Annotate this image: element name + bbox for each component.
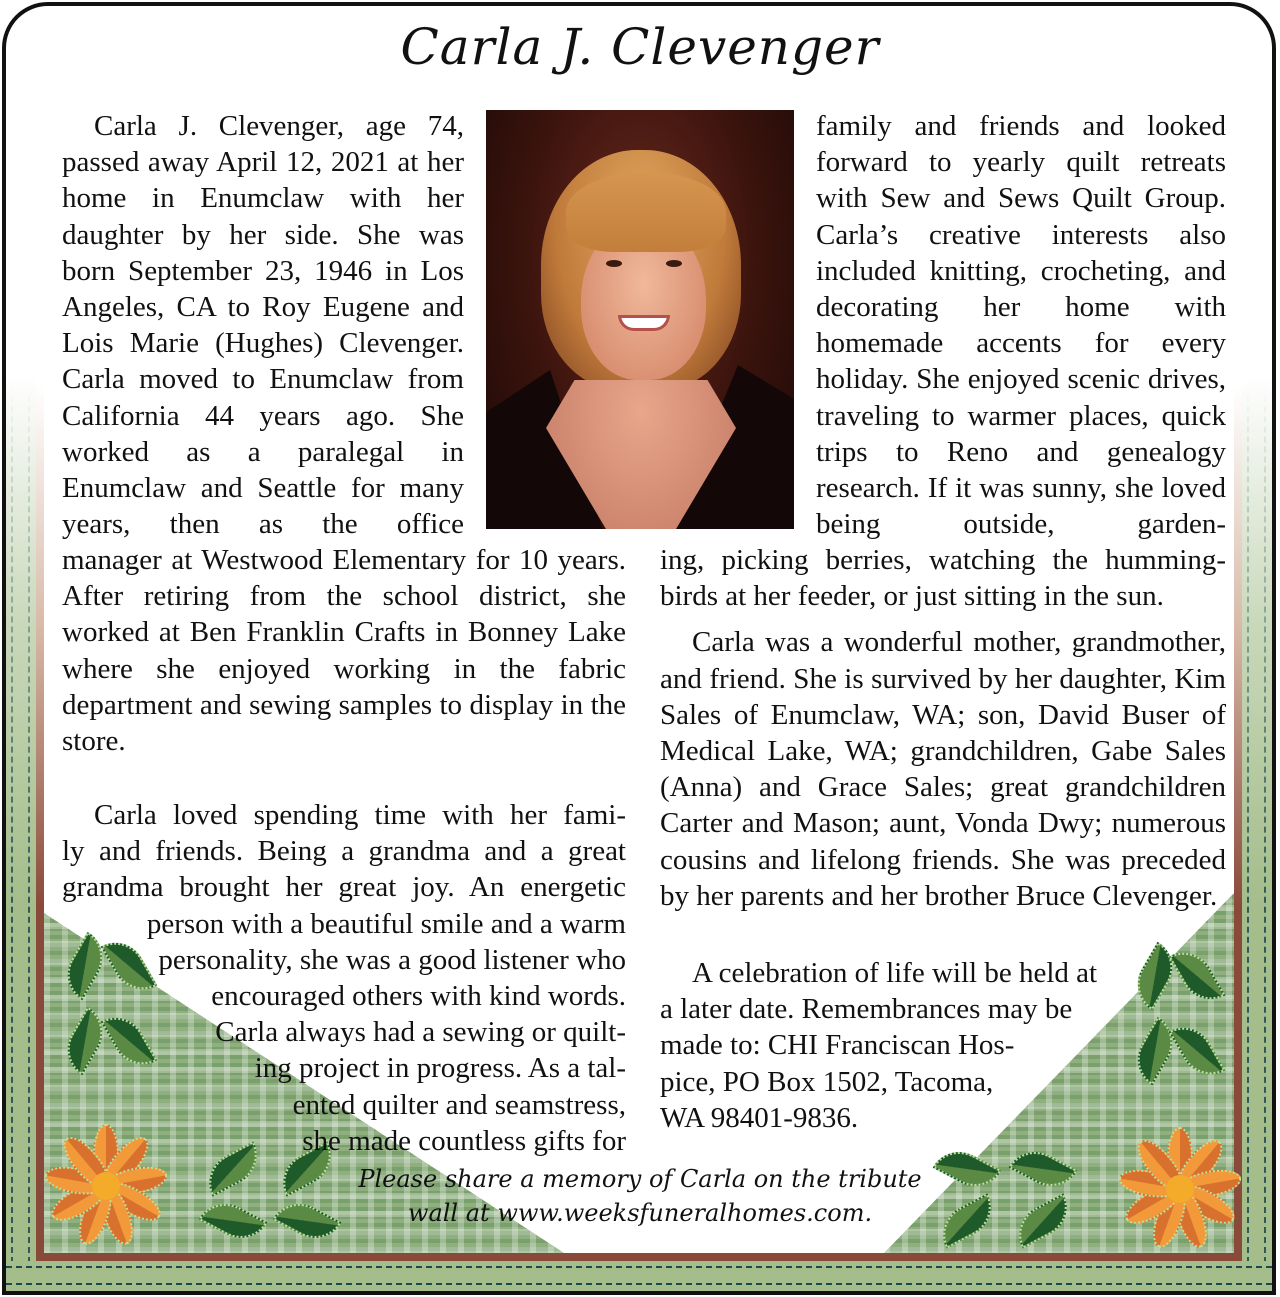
text-line: a later date. Remembrances may be (660, 993, 1073, 1026)
text-line: she made countless gifts for (302, 1124, 626, 1157)
text-line: pice, PO Box 1502, Tacoma, (660, 1065, 994, 1098)
text-line: A celebration of life will be held at (692, 957, 1098, 989)
text-line: person with a beautiful smile and a warm (146, 907, 626, 940)
left-column-top (62, 108, 464, 542)
left-brown-stripe (36, 6, 44, 1262)
obituary-paragraph-2-cont: family and friends and looked forward to yearly quilt retreats with Sew and Sews Quilt Group. Carla’s creative interests also included knitting, crocheting, and decorating her home with homemade accents for every holiday. She enjoyed scenic drives, traveling to warmer places, quick trips to Reno and genealogy research. If it was sunny, she loved being outside, garden- (816, 110, 1226, 541)
footer-line-1: Please share a memory of Carla on the tribute (358, 1165, 922, 1193)
text-line: Carla loved spending time with her fami- (94, 799, 626, 831)
tribute-wall-link-text: wall at www.weeksfuneralhomes.com. (407, 1199, 873, 1227)
obituary-paragraph-1: Carla J. Clevenger, age 74, passed away April 12, 2021 at her home in Enumclaw with her daughter by her side. She was born September 23, 1946 in Los Angeles, CA to Roy Eugene and Lois Marie (Hughes) Clevenger. Carla moved to Enumclaw from California 44 years ago. She worked as a paralegal in Enumclaw and Seattle for many years, then as the office (62, 110, 464, 541)
obituary-paragraph-2-end: ing, picking berries, watching the humming-birds at her feeder, or just sitting in the sun. (660, 544, 1226, 613)
page-title: Carla J. Clevenger (400, 18, 880, 76)
left-column-indented (62, 797, 626, 1159)
right-column-remembrance (660, 955, 1130, 1136)
left-border-band (6, 6, 36, 1293)
text-line: encouraged others with kind words. (211, 980, 626, 1013)
text-line: ented quilter and seamstress, (292, 1088, 626, 1121)
obituary-paragraph-1-cont: manager at Westwood Elementary for 10 years. After retiring from the school district, she worked at Ben Franklin Crafts in Bonney Lake where she enjoyed working in the fabric department and sewing samples to display in the store. (62, 544, 626, 758)
portrait-photo (486, 110, 794, 529)
bottom-border-band (6, 1261, 1272, 1291)
obituary-paragraph-3: Carla was a wonderful mother, grandmother, and friend. She is survived by her daughter, Kim Sales of Enumclaw, WA; son, David Buser of Medical Lake, WA; grandchildren, Gabe Sales (Anna) and Grace Sales; great grandchildren Carter and Mason; aunt, Vonda Dwy; numerous cousins and lifelong friends. She was preceded by her parents and her brother Bruce Clevenger. (660, 626, 1226, 912)
text-line: WA 98401-9836. (660, 1101, 859, 1134)
bottom-brown-stripe (36, 1253, 1242, 1261)
right-column-lower (660, 542, 1226, 914)
text-line: grandma brought her great joy. An energetic (62, 871, 626, 904)
text-line: made to: CHI Franciscan Hos- (660, 1029, 1015, 1062)
right-column-top (816, 108, 1226, 542)
text-line: ly and friends. Being a grandma and a great (62, 835, 626, 868)
left-column-lower (62, 542, 626, 759)
right-border-band (1242, 6, 1272, 1293)
text-line: ing project in progress. As a tal- (254, 1052, 626, 1085)
tribute-footer (300, 1162, 980, 1230)
right-brown-stripe (1234, 6, 1242, 1262)
text-line: personality, she was a good listener who (158, 943, 626, 976)
text-line: Carla always had a sewing or quilt- (215, 1016, 626, 1049)
